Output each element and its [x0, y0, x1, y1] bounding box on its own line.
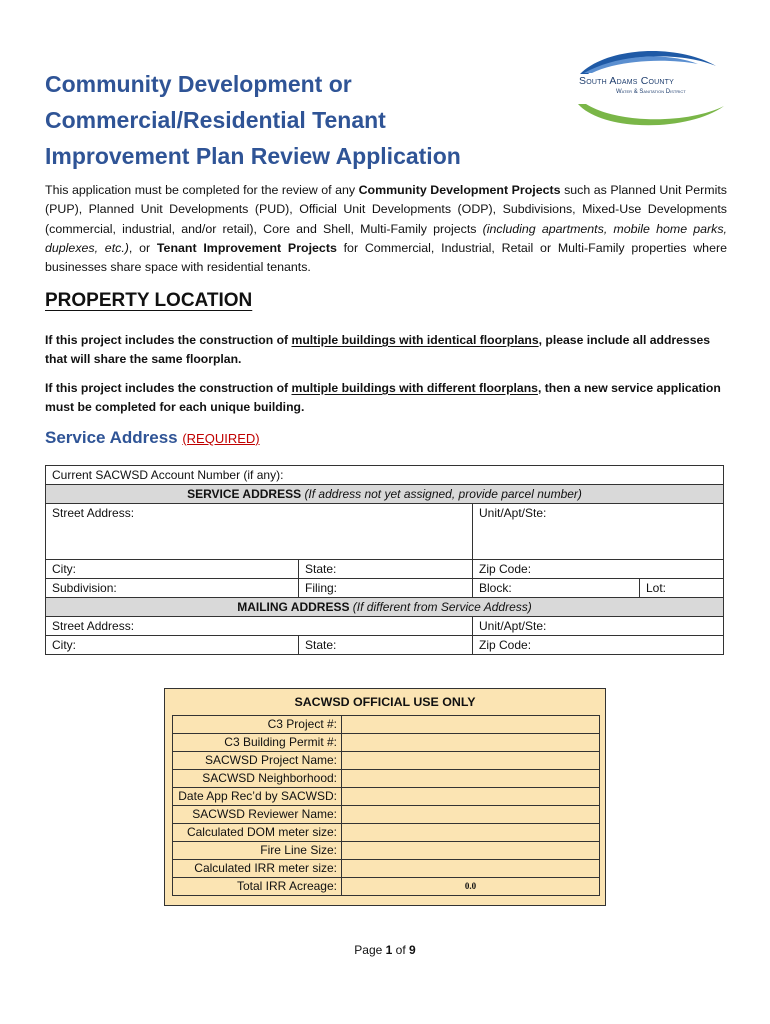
row-label: Fire Line Size:	[173, 842, 342, 860]
zip-code-field[interactable]: Zip Code:	[473, 560, 724, 579]
band2-italic: (If different from Service Address)	[352, 600, 532, 614]
mailing-state-field[interactable]: State:	[299, 636, 473, 655]
service-address-heading	[45, 428, 260, 448]
street-address-field[interactable]: Street Address:	[46, 504, 473, 560]
table-row	[173, 878, 600, 896]
project-name-input[interactable]	[342, 752, 600, 770]
intro-italic-1: (including apartments, mobile home parks, duplexes, etc.)	[45, 221, 727, 255]
row-label: Calculated IRR meter size:	[173, 860, 342, 878]
block-field[interactable]: Block:	[473, 579, 640, 598]
logo-text-main: South Adams County	[579, 75, 674, 87]
required-label: (REQUIRED)	[182, 431, 260, 446]
page-prefix: Page	[354, 943, 386, 957]
logo-text-sub: Water & Sanitation District	[616, 89, 686, 95]
row-label: SACWSD Project Name:	[173, 752, 342, 770]
irr-acreage-input[interactable]: 0.0	[342, 878, 600, 896]
intro-bold-2: Tenant Improvement Projects	[156, 240, 337, 255]
table-row	[173, 860, 600, 878]
row-label: C3 Project #:	[173, 716, 342, 734]
intro-text-2: such as Planned Unit Permits (PUP), Planned Unit Developments (PUD), Official Unit Developments (ODP), Subdivisions, Mixed-Use Developments (commercial, industrial, and/or retail), Core and Shell, Multi-Family projects	[45, 183, 727, 236]
c3-project-input[interactable]	[342, 716, 600, 734]
row-label: C3 Building Permit #:	[173, 734, 342, 752]
filing-field[interactable]: Filing:	[299, 579, 473, 598]
mailing-street-field[interactable]: Street Address:	[46, 617, 473, 636]
city-field[interactable]: City:	[46, 560, 299, 579]
intro-text-4: for Commercial, Industrial, Retail or Multi-Family properties where businesses share space with residential tenants.	[45, 240, 727, 275]
mailing-city-field[interactable]: City:	[46, 636, 299, 655]
table-row	[173, 734, 600, 752]
note1-text-b: , please include all addresses that will share the same floorplan.	[45, 333, 711, 366]
mailing-address-band	[46, 598, 724, 617]
table-row	[173, 806, 600, 824]
intro-bold-1: Community Development Projects	[358, 183, 561, 197]
band1-bold: SERVICE ADDRESS	[187, 487, 305, 501]
page-of: of	[392, 943, 410, 957]
table-row	[173, 752, 600, 770]
row-label: Date App Rec’d by SACWSD:	[173, 788, 342, 806]
property-location-heading: PROPERTY LOCATION	[45, 290, 253, 311]
title-line-1: Community Development or	[45, 71, 352, 97]
official-use-table	[172, 715, 600, 896]
table-row	[173, 842, 600, 860]
page-number	[0, 943, 770, 957]
title-line-3: Improvement Plan Review Application	[45, 143, 461, 169]
lot-field[interactable]: Lot:	[640, 579, 724, 598]
subdivision-field[interactable]: Subdivision:	[46, 579, 299, 598]
different-floorplans-note	[45, 379, 727, 417]
row-label: Total IRR Acreage:	[173, 878, 342, 896]
service-address-band	[46, 485, 724, 504]
official-use-heading: SACWSD OFFICIAL USE ONLY	[294, 695, 476, 709]
note2-text-b: , then a new service application must be completed for each unique building.	[45, 381, 721, 414]
neighborhood-input[interactable]	[342, 770, 600, 788]
note1-underline: multiple buildings with identical floorplans	[291, 333, 539, 347]
intro-text-3: , or	[128, 240, 157, 255]
note2-text-a: If this project includes the construction of	[45, 381, 292, 395]
page-total: 9	[409, 943, 416, 957]
date-received-input[interactable]	[342, 788, 600, 806]
intro-paragraph	[45, 181, 727, 277]
unit-field[interactable]: Unit/Apt/Ste:	[473, 504, 724, 560]
fire-line-input[interactable]	[342, 842, 600, 860]
band2-bold: MAILING ADDRESS	[237, 600, 353, 614]
table-row	[173, 824, 600, 842]
service-heading-text: Service Address	[45, 428, 183, 447]
row-label: Calculated DOM meter size:	[173, 824, 342, 842]
page-current: 1	[385, 943, 393, 957]
band1-italic: (If address not yet assigned, provide parcel number)	[304, 487, 582, 501]
identical-floorplans-note	[45, 331, 727, 369]
table-row	[173, 716, 600, 734]
mailing-unit-field[interactable]: Unit/Apt/Ste:	[473, 617, 724, 636]
note1-text-a: If this project includes the construction of	[45, 333, 292, 347]
intro-text-1: This application must be completed for the review of any	[45, 183, 359, 197]
note2-underline: multiple buildings with different floorplans	[291, 381, 538, 395]
service-address-table	[45, 465, 724, 655]
irr-meter-input[interactable]	[342, 860, 600, 878]
state-field[interactable]: State:	[299, 560, 473, 579]
dom-meter-input[interactable]	[342, 824, 600, 842]
table-row	[173, 788, 600, 806]
mailing-zip-field[interactable]: Zip Code:	[473, 636, 724, 655]
account-number-field[interactable]: Current SACWSD Account Number (if any):	[46, 466, 724, 485]
table-row	[173, 770, 600, 788]
title-line-2: Commercial/Residential Tenant	[45, 107, 386, 133]
reviewer-name-input[interactable]	[342, 806, 600, 824]
official-use-box	[164, 688, 606, 906]
page-title	[45, 66, 525, 174]
c3-permit-input[interactable]	[342, 734, 600, 752]
district-logo	[548, 44, 738, 129]
row-label: SACWSD Reviewer Name:	[173, 806, 342, 824]
row-label: SACWSD Neighborhood:	[173, 770, 342, 788]
